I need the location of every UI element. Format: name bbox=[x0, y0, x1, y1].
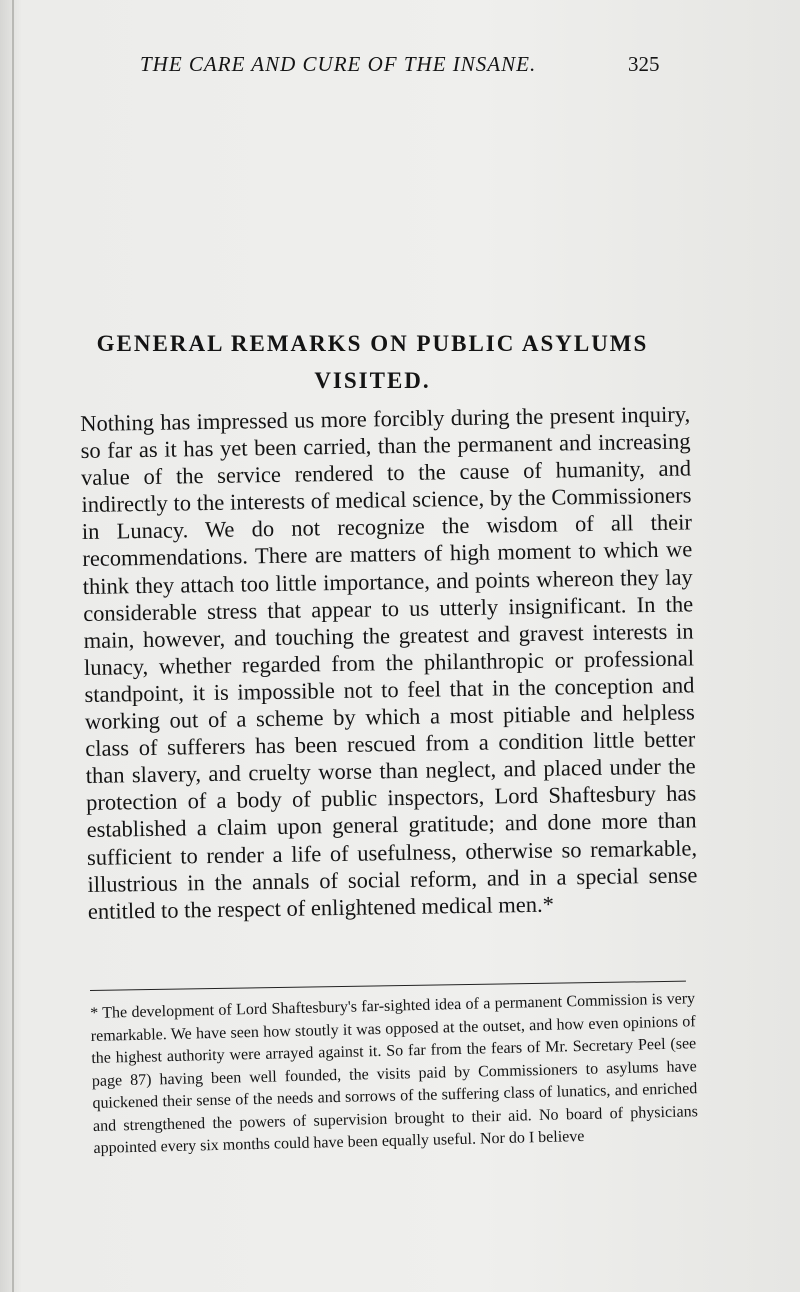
footnote bbox=[90, 988, 699, 1160]
section-heading: GENERAL REMARKS ON PUBLIC ASYLUMS VISITED. bbox=[96, 331, 649, 393]
page-gutter bbox=[12, 0, 14, 1292]
running-head-title: THE CARE AND CURE OF THE INSANE. bbox=[140, 52, 537, 76]
page-number: 325 bbox=[628, 52, 660, 76]
footnote-text: * The development of Lord Shaftesbury's far-sighted idea of a permanent Commission is very remarkable. We have seen how stoutly it was opposed at the outset, and how even opinions of the highest authority were arrayed against it. So far from the fears of Mr. Secretary Peel (see page 87) having been well founded, the visits paid by Commissioners to asylums have quickened their sense of the needs and sorrows of the suffering class of lunatics, and enriched and strengthened the powers of supervision brought to their aid. No board of physicians appointed every six months could have been equally useful. Nor do I believe bbox=[90, 990, 699, 1157]
body-paragraph-text: Nothing has impressed us more forcibly during the present inquiry, so far as it has yet been carried, than the permanent and increasing value of the service rendered to the cause of humanity, and indirectly to the interests of medical science, by the Commissioners in Lunacy. We do not recognize the wisdom of all their recommendations. There are matters of high moment to which we think they attach too little importance, and points whereon they lay considerable stress that appear to us utterly insignificant. In the main, however, and touching the greatest and gravest interests in lunacy, whether regarded from the philanthropic or professional standpoint, it is impossible not to feel that in the conception and working out of a scheme by which a most pitiable and helpless class of sufferers has been rescued from a condition little better than slavery, and cruelty worse than neglect, and placed under the protection of a body of public inspectors, Lord Shaftesbury has established a claim upon general gratitude; and done more than sufficient to render a life of usefulness, otherwise so remarkable, illustrious in the annals of social reform, and in a special sense entitled to the respect of enlightened medical men.* bbox=[80, 401, 698, 924]
body-paragraph bbox=[80, 400, 698, 924]
footnote-rule bbox=[90, 981, 686, 991]
